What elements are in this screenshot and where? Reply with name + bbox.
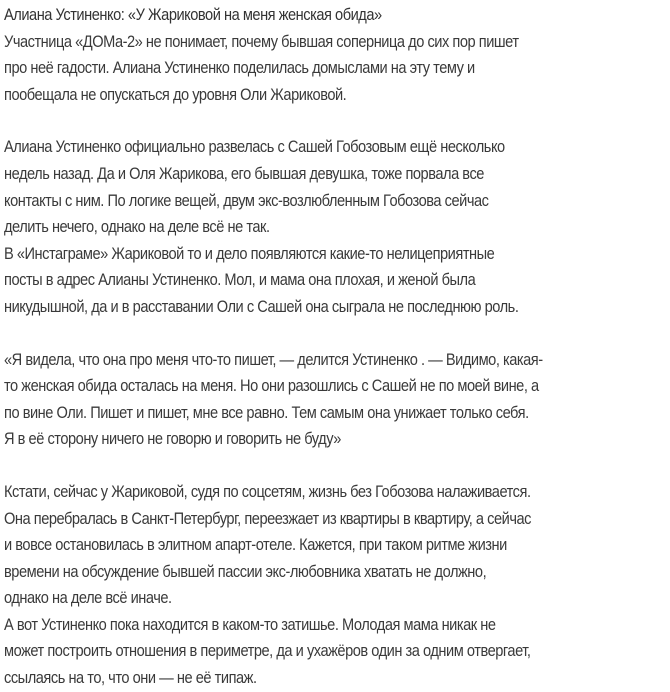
quote-line: Я в её сторону ничего не говорю и говорить не буду» <box>4 429 341 449</box>
quote-line: то женская обида осталась на меня. Но они разошлись с Сашей не по моей вине, а <box>4 376 539 396</box>
article-header <box>4 2 670 108</box>
paragraph-line: времени на обсуждение бывшей пассии экс-любовника хватать не должно, <box>4 561 487 581</box>
paragraph-line: и вовсе остановилась в элитном апарт-отеле. Кажется, при таком ритме жизни <box>4 535 507 555</box>
paragraph-spacer <box>4 321 670 347</box>
quote-line: «Я видела, что она про меня что-то пишет, — делится Устиненко . — Видимо, какая- <box>4 349 543 369</box>
lead-line: Участница «ДОМа-2» не понимает, почему бывшая соперница до сих пор пишет <box>4 31 519 51</box>
paragraph-line: Алиана Устиненко официально развелась с Сашей Гобозовым ещё несколько <box>4 137 505 157</box>
paragraph-spacer <box>4 453 670 479</box>
paragraph-zharikova-life <box>4 479 670 612</box>
paragraph-line: Она перебралась в Санкт-Петербург, переезжает из квартиры в квартиру, а сейчас <box>4 508 532 528</box>
paragraph-spacer <box>4 108 670 134</box>
paragraph-line: посты в адрес Алианы Устиненко. Мол, и мама она плохая, и женой была <box>4 270 476 290</box>
paragraph-line: А вот Устиненко пока находится в каком-то затишье. Молодая мама никак не <box>4 614 496 634</box>
paragraph-ustinenko-life <box>4 612 670 692</box>
paragraph-line: однако на деле всё иначе. <box>4 588 172 608</box>
paragraph-line: делить нечего, однако на деле всё не так. <box>4 217 270 237</box>
paragraph-line: ссылаясь на то, что они — не её типаж. <box>4 668 257 688</box>
article-title: Алиана Устиненко: «У Жариковой на меня женская обида» <box>4 5 382 24</box>
paragraph-line: Кстати, сейчас у Жариковой, судя по соцсетям, жизнь без Гобозова налаживается. <box>4 481 531 501</box>
paragraph-line: может построить отношения в периметре, да и ухажёров один за одним отвергает, <box>4 641 531 661</box>
paragraph-instagram <box>4 241 670 321</box>
lead-line: про неё гадости. Алиана Устиненко поделилась домыслами на эту тему и <box>4 58 475 78</box>
paragraph-line: недель назад. Да и Оля Жарикова, его бывшая девушка, тоже порвала все <box>4 163 484 183</box>
quote-line: по вине Оли. Пишет и пишет, мне все равно. Тем самым она унижает только себя. <box>4 402 529 422</box>
paragraph-line: В «Инстаграме» Жариковой то и дело появляются какие-то нелицеприятные <box>4 243 495 263</box>
paragraph-divorce <box>4 134 670 240</box>
lead-line: пообещала не опускаться до уровня Оли Жариковой. <box>4 84 347 104</box>
quote-block <box>4 347 670 453</box>
paragraph-line: контакты с ним. По логике вещей, двум экс-возлюбленным Гобозова сейчас <box>4 190 489 210</box>
paragraph-line: никудышной, да и в расставании Оли с Сашей она сыграла не последнюю роль. <box>4 296 519 316</box>
